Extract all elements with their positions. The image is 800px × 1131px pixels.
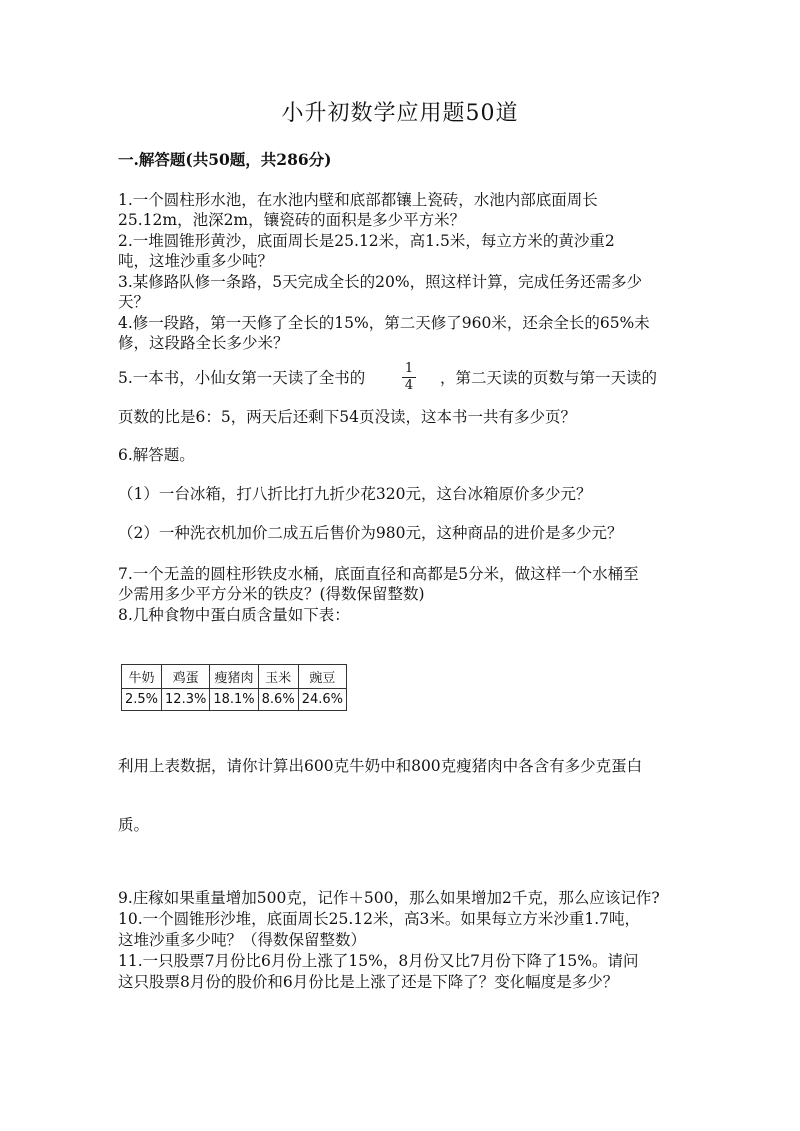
table-header-cell: 豌豆	[298, 665, 346, 689]
question-4-line-1: 4.修一段路，第一天修了全长的15%，第二天修了960米，还余全长的65%未	[118, 314, 650, 332]
table-cell: 18.1%	[210, 689, 258, 711]
question-1-line-1: 1.一个圆柱形水池，在水池内壁和底部都镶上瓷砖，水池内部底面周长	[118, 191, 598, 209]
question-10-line-2: 这堆沙重多少吨？（得数保留整数）	[118, 931, 367, 949]
table-cell: 2.5%	[122, 689, 162, 711]
question-1-line-2: 25.12m，池深2m，镶瓷砖的面积是多少平方米？	[118, 211, 466, 229]
question-7-line-2: 少需用多少平方分米的铁皮？(得数保留整数)	[118, 585, 425, 603]
question-6-part-1: （1）一台冰箱，打八折比打九折少花320元，这台冰箱原价多少元？	[118, 485, 592, 503]
question-8: 8.几种食物中蛋白质含量如下表：	[118, 606, 350, 624]
question-8-line-3: 质。	[118, 816, 150, 834]
question-3-line-2: 天？	[118, 293, 150, 311]
table-header-cell: 瘦猪肉	[210, 665, 258, 689]
table-cell: 8.6%	[258, 689, 298, 711]
table-cell: 12.3%	[162, 689, 210, 711]
question-8-line-2: 利用上表数据，请你计算出600克牛奶中和800克瘦猪肉中各含有多少克蛋白	[118, 757, 643, 775]
table-header-cell: 鸡蛋	[162, 665, 210, 689]
question-7-line-1: 7.一个无盖的圆柱形铁皮水桶，底面直径和高都是5分米，做这样一个水桶至	[118, 565, 639, 583]
question-4-line-2: 修，这段路全长多少米？	[118, 334, 289, 352]
table-header-cell: 牛奶	[122, 665, 162, 689]
question-2-line-2: 吨，这堆沙重多少吨？	[118, 252, 274, 270]
question-11-line-2: 这只股票8月份的股价和6月份比是上涨了还是下降了？变化幅度是多少？	[118, 973, 619, 991]
question-11-line-1: 11.一只股票7月份比6月份上涨了15%，8月份又比7月份下降了15%。请问	[118, 952, 639, 970]
page-title: 小升初数学应用题50道	[281, 101, 519, 126]
question-5-line-1b: ，第二天读的页数与第一天读的	[440, 369, 658, 387]
question-2-line-1: 2.一堆圆锥形黄沙，底面周长是25.12米，高1.5米，每立方米的黄沙重2	[118, 232, 615, 250]
table-header-cell: 玉米	[258, 665, 298, 689]
question-3-line-1: 3.某修路队修一条路，5天完成全长的20%，照这样计算，完成任务还需多少	[118, 273, 643, 291]
question-5-line-2: 页数的比是6：5，两天后还剩下54页没读，这本书一共有多少页？	[118, 408, 576, 426]
table-header-row	[122, 665, 347, 689]
question-5-line-1a: 5.一本书，小仙女第一天读了全书的	[118, 369, 366, 387]
fraction-denominator: 4	[404, 378, 414, 393]
table-row	[122, 689, 347, 711]
question-6: 6.解答题。	[118, 446, 195, 464]
fraction-numerator: 1	[404, 361, 414, 376]
protein-table	[121, 664, 347, 711]
question-9: 9.庄稼如果重量增加500克，记作＋500，那么如果增加2千克，那么应该记作?	[118, 889, 660, 907]
question-10-line-1: 10.一个圆锥形沙堆，底面周长25.12米，高3米。如果每立方米沙重1.7吨，	[118, 910, 641, 928]
fraction-one-quarter	[402, 362, 416, 393]
section-heading: 一.解答题(共50题，共286分)	[118, 150, 332, 169]
question-6-part-2: （2）一种洗衣机加价二成五后售价为980元，这种商品的进价是多少元？	[118, 524, 623, 542]
table-cell: 24.6%	[298, 689, 346, 711]
